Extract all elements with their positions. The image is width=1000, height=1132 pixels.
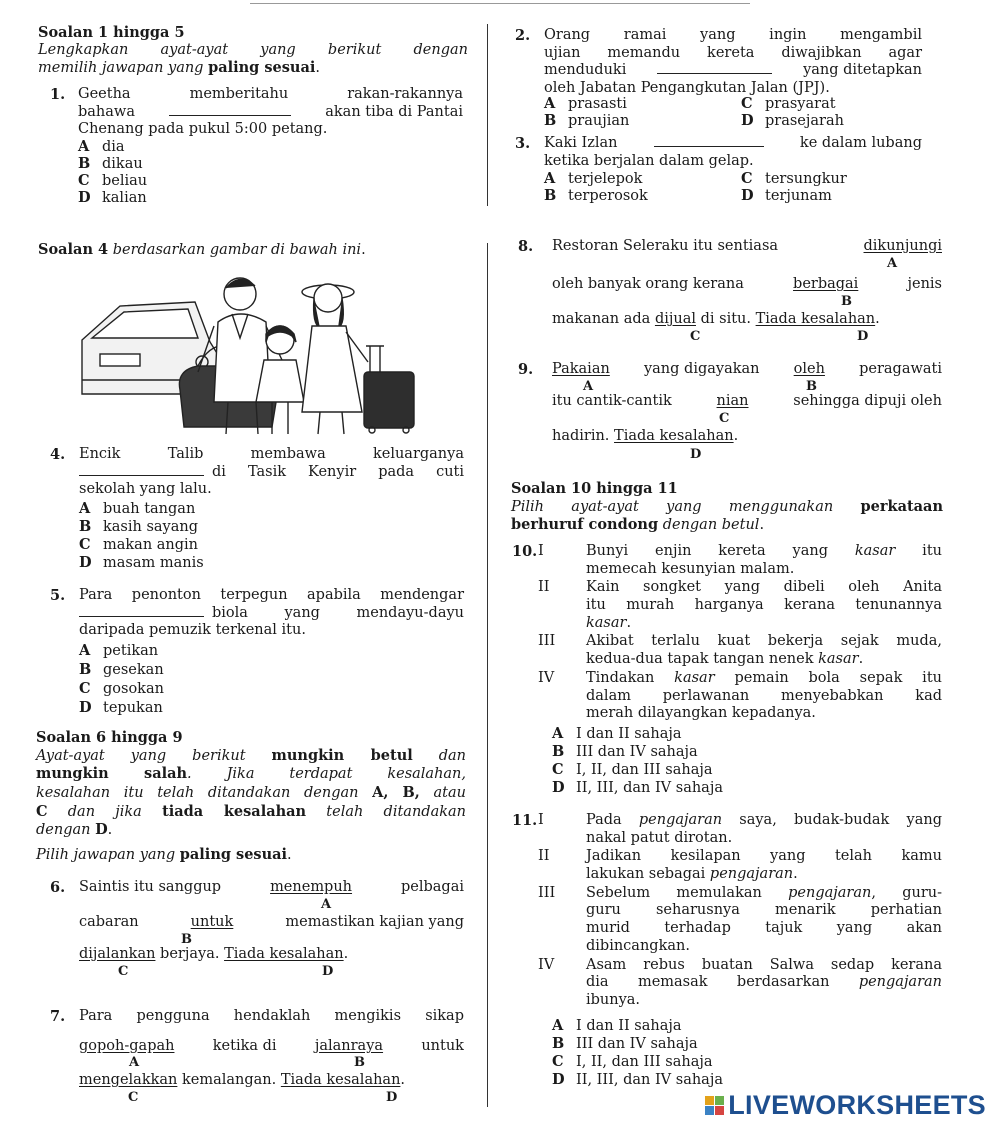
- option-a[interactable]: A prasasti: [544, 95, 627, 112]
- question-number: 10.: [512, 543, 538, 560]
- question-text: makanan ada dijual di situ. Tiada kesalahan.: [552, 311, 880, 327]
- question-number: 6.: [50, 879, 66, 896]
- question-text: ujian memandu kereta diwajibkan agar: [544, 44, 922, 61]
- underlined-word-c: dijual: [654, 311, 696, 327]
- option-d[interactable]: D masam manis: [79, 554, 204, 571]
- question-text: oleh banyak orang kerana berbagai jenis: [552, 276, 942, 292]
- statement-line: dia memasak berdasarkan pengajaran: [586, 974, 942, 991]
- answer-blank: [79, 464, 204, 476]
- question-6: [50, 879, 468, 979]
- option-c[interactable]: C beliau: [78, 172, 148, 189]
- logo-icon: [705, 1096, 724, 1115]
- question-text: Saintis itu sanggup menempuh pelbagai: [79, 879, 464, 895]
- underlined-word-a: menempuh: [270, 879, 353, 895]
- statement-item: [538, 956, 942, 1010]
- top-rule: [250, 3, 750, 4]
- option-a[interactable]: A buah tangan: [79, 500, 196, 517]
- marker-b: B: [841, 294, 852, 309]
- question-number: 1.: [50, 86, 66, 103]
- question-text: daripada pemuzik terkenal itu.: [79, 622, 306, 639]
- statement-line: Sebelum memulakan pengajaran, guru-: [586, 884, 943, 901]
- question-number: 4.: [50, 446, 66, 463]
- underlined-word-d: Tiada kesalahan: [755, 311, 876, 327]
- section-instruction: Pilih ayat-ayat yang menggunakan perkataan: [511, 497, 943, 515]
- section-instruction: memilih jawapan yang paling sesuai.: [38, 59, 320, 77]
- marker-b: B: [181, 932, 192, 947]
- option-d[interactable]: D kalian: [78, 189, 147, 206]
- section-instruction: dengan D.: [36, 821, 113, 839]
- option-d[interactable]: D tepukan: [79, 699, 163, 716]
- question-text: gopoh-gapah ketika di jalanraya untuk: [79, 1038, 464, 1054]
- marker-c: C: [118, 964, 129, 979]
- option-b[interactable]: B III dan IV sahaja: [552, 1035, 698, 1052]
- question-number: 11.: [512, 812, 538, 829]
- underlined-word-c: mengelakkan: [79, 1072, 178, 1088]
- statement-line: merah dilayangkan kepadanya.: [586, 705, 816, 722]
- section-instruction: Lengkapkan ayat-ayat yang berikut dengan: [38, 41, 468, 58]
- statement-line: Jadikan kesilapan yang telah kamu: [586, 848, 942, 865]
- column-divider: [487, 243, 488, 1107]
- statement-line: Kain songket yang dibeli oleh Anita: [586, 579, 942, 596]
- statement-item: [538, 884, 943, 956]
- option-c[interactable]: C tersungkur: [741, 170, 847, 187]
- marker-c: C: [690, 329, 701, 344]
- question-text: Chenang pada pukul 5:00 petang.: [78, 121, 328, 138]
- italic-term: pengajaran: [858, 974, 942, 991]
- question-text: menduduki yang ditetapkan: [544, 62, 922, 79]
- statement-item: [538, 579, 942, 632]
- section-1-5: [38, 24, 468, 78]
- statement-roman: IV: [538, 956, 555, 973]
- italic-term: pengajaran: [638, 812, 723, 828]
- section-instruction: kesalahan itu telah ditandakan dengan A, B, atau: [36, 784, 466, 802]
- marker-b: B: [354, 1055, 365, 1070]
- statement-line: nakal patut dirotan.: [586, 829, 733, 846]
- question-number: 5.: [50, 587, 66, 604]
- question-text: bahawa akan tiba di Pantai: [78, 103, 463, 120]
- question-text: cabaran untuk memastikan kajian yang: [79, 914, 464, 930]
- question-text: Encik Talib membawa keluarganya: [79, 446, 464, 462]
- section-title: Soalan 6 hingga 9: [36, 729, 183, 746]
- answer-blank: [79, 605, 204, 617]
- underlined-word-d: Tiada kesalahan: [224, 946, 344, 962]
- option-c[interactable]: C makan angin: [79, 536, 199, 553]
- logo-text: LIVEWORKSHEETS: [728, 1090, 986, 1121]
- section-instruction: mungkin salah. Jika terdapat kesalahan,: [36, 765, 467, 783]
- underlined-word-a: dikunjungi: [863, 238, 942, 254]
- question-text: di Tasik Kenyir pada cuti: [79, 464, 464, 482]
- underlined-word-b: berbagai: [793, 276, 859, 292]
- liveworksheets-logo[interactable]: [705, 1089, 986, 1122]
- option-a[interactable]: A petikan: [79, 642, 159, 659]
- statement-item: [538, 543, 942, 578]
- statement-line: murid terhadap tajuk yang akan: [586, 920, 942, 937]
- marker-a: A: [129, 1055, 140, 1070]
- question-text: biola yang mendayu-dayu: [79, 605, 464, 623]
- statement-line: Tindakan kasar pemain bola sepak itu: [586, 669, 942, 686]
- marker-a: A: [583, 379, 594, 394]
- option-d[interactable]: D terjunam: [741, 187, 832, 204]
- question-number: 9.: [518, 361, 534, 378]
- family-picture: [80, 262, 470, 437]
- underlined-word-b: jalanraya: [314, 1038, 384, 1054]
- underlined-word-d: Tiada kesalahan: [280, 1072, 401, 1088]
- statement-line: ibunya.: [586, 991, 641, 1008]
- italic-term: pengajaran: [788, 884, 872, 901]
- statement-list: [538, 543, 942, 723]
- question-9: [518, 361, 948, 466]
- column-divider: [487, 24, 488, 206]
- question-text: Pakaian yang digayakan oleh peragawati: [552, 361, 942, 377]
- question-text: ketika berjalan dalam gelap.: [544, 152, 754, 169]
- option-a[interactable]: A dia: [78, 138, 125, 155]
- statement-line: Bunyi enjin kereta yang kasar itu: [586, 543, 942, 559]
- question-number: 3.: [515, 135, 531, 152]
- section-title: Soalan 1 hingga 5: [38, 24, 185, 41]
- underlined-word-c: dijalankan: [79, 946, 156, 962]
- statement-roman: I: [538, 543, 544, 559]
- marker-a: A: [887, 256, 898, 271]
- statement-line: lakukan sebagai pengajaran.: [586, 866, 798, 883]
- question-8: [518, 238, 948, 348]
- statement-line: Asam rebus buatan Salwa sedap kerana: [586, 956, 942, 973]
- option-b[interactable]: B gesekan: [79, 661, 164, 678]
- marker-a: A: [321, 897, 332, 912]
- option-c[interactable]: C prasyarat: [741, 95, 836, 112]
- question-text: Kaki Izlan ke dalam lubang: [544, 135, 922, 151]
- answer-blank: [657, 62, 772, 74]
- question-number: 2.: [515, 27, 531, 44]
- statement-roman: III: [538, 633, 556, 650]
- question-number: 8.: [518, 238, 534, 255]
- question-text: oleh Jabatan Pengangkutan Jalan (JPJ).: [544, 80, 830, 97]
- statement-roman: III: [538, 884, 556, 901]
- underlined-word-d: Tiada kesalahan: [614, 428, 734, 444]
- option-a[interactable]: A I dan II sahaja: [552, 725, 682, 742]
- family-travel-illustration: [80, 262, 470, 437]
- option-a[interactable]: A I dan II sahaja: [552, 1017, 682, 1034]
- option-b[interactable]: B terperosok: [544, 187, 648, 204]
- option-a[interactable]: A terjelepok: [544, 170, 643, 187]
- marker-b: B: [806, 379, 817, 394]
- statement-line: dalam perlawanan menyebabkan kad: [586, 687, 942, 704]
- question-number: 7.: [50, 1008, 66, 1025]
- option-c[interactable]: C gosokan: [79, 680, 164, 697]
- marker-d: D: [322, 964, 334, 979]
- italic-term: kasar: [586, 614, 627, 631]
- marker-d: D: [690, 447, 702, 462]
- statement-list: [538, 812, 943, 1010]
- italic-term: kasar: [674, 669, 715, 686]
- statement-line: memecah kesunyian malam.: [586, 560, 795, 577]
- section-6-9: [36, 729, 466, 865]
- statement-line: Akibat terlalu kuat bekerja sejak muda,: [586, 633, 942, 650]
- section-title: Soalan 10 hingga 11: [511, 480, 678, 497]
- statement-item: [538, 669, 942, 723]
- question-text: Geetha memberitahu rakan-rakannya: [78, 86, 463, 102]
- underlined-word-a: gopoh-gapah: [79, 1038, 175, 1054]
- section-instruction: berhuruf condong dengan betul.: [511, 516, 765, 534]
- statement-line: kedua-dua tapak tangan nenek kasar.: [586, 651, 864, 668]
- marker-d: D: [857, 329, 869, 344]
- question-text: Orang ramai yang ingin mengambil: [544, 27, 922, 43]
- underlined-word-c: nian: [716, 393, 749, 409]
- section-instruction: C dan jika tiada kesalahan telah ditandakan: [36, 802, 466, 820]
- option-d[interactable]: D II, III, dan IV sahaja: [552, 779, 723, 796]
- question-text: sekolah yang lalu.: [79, 481, 212, 498]
- answer-blank: [654, 135, 764, 147]
- statement-list: [538, 543, 942, 724]
- marker-c: C: [719, 411, 730, 426]
- marker-d: D: [386, 1090, 398, 1105]
- statement-roman: II: [538, 579, 550, 596]
- question-text: hadirin. Tiada kesalahan.: [552, 428, 739, 444]
- statement-item: [538, 848, 942, 883]
- statement-roman: II: [538, 848, 550, 865]
- statement-line: Pada pengajaran saya, budak-budak yang: [586, 812, 942, 828]
- italic-term: pengajaran: [709, 866, 794, 883]
- question-text: itu cantik-cantik nian sehingga dipuji oleh: [552, 393, 942, 409]
- section-10-11: [511, 480, 943, 535]
- statement-roman: IV: [538, 669, 555, 686]
- statement-list: [538, 812, 943, 1011]
- option-b[interactable]: B III dan IV sahaja: [552, 743, 698, 760]
- underlined-word-b: oleh: [793, 361, 825, 377]
- question-7: [50, 1008, 468, 1108]
- question-text: dijalankan berjaya. Tiada kesalahan.: [79, 946, 349, 962]
- marker-c: C: [128, 1090, 139, 1105]
- section-instruction: Ayat-ayat yang berikut mungkin betul dan: [36, 746, 466, 764]
- italic-term: kasar: [854, 543, 896, 559]
- option-d[interactable]: D II, III, dan IV sahaja: [552, 1071, 723, 1088]
- statement-line: guru seharusnya menarik perhatian: [586, 902, 942, 919]
- statement-item: [538, 812, 942, 847]
- option-b[interactable]: B kasih sayang: [79, 518, 199, 535]
- answer-blank: [169, 104, 291, 116]
- underlined-word-a: Pakaian: [552, 361, 610, 377]
- statement-roman: I: [538, 812, 544, 828]
- underlined-word-b: untuk: [190, 914, 234, 930]
- question-text: Restoran Seleraku itu sentiasa dikunjungi: [552, 238, 942, 254]
- option-c[interactable]: C I, II, dan III sahaja: [552, 761, 713, 778]
- option-b[interactable]: B praujian: [544, 112, 630, 129]
- statement-line: itu murah harganya kerana tenunannya: [586, 597, 942, 614]
- option-b[interactable]: B dikau: [78, 155, 143, 172]
- option-c[interactable]: C I, II, dan III sahaja: [552, 1053, 713, 1070]
- section-4-title: Soalan 4 berdasarkan gambar di bawah ini.: [38, 241, 366, 258]
- statement-line: dibincangkan.: [586, 937, 690, 954]
- question-text: mengelakkan kemalangan. Tiada kesalahan.: [79, 1072, 406, 1088]
- italic-term: kasar: [818, 651, 859, 668]
- question-text: Para penonton terpegun apabila mendengar: [79, 587, 464, 603]
- section-instruction: Pilih jawapan yang paling sesuai.: [36, 846, 292, 864]
- statement-line: kasar.: [586, 614, 632, 631]
- option-d[interactable]: D prasejarah: [741, 112, 844, 129]
- statement-item: [538, 633, 942, 668]
- question-text: Para pengguna hendaklah mengikis sikap: [79, 1008, 464, 1024]
